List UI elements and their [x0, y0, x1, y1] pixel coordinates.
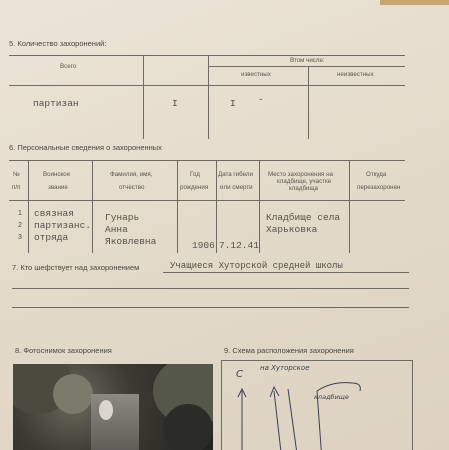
- row-number: 3: [18, 234, 22, 241]
- section8-title: 8. Фотоснимок захоронения: [15, 346, 112, 355]
- section6-birth-year: 1906: [192, 240, 215, 251]
- section6-hdr-name-2: отчество: [119, 184, 145, 191]
- section5-top-rule: [9, 55, 405, 56]
- paper-edge-strip: [380, 0, 449, 5]
- cemetery-boundary: [317, 383, 360, 391]
- section6-hdr-death-1: Дата гибели: [218, 171, 253, 178]
- north-arrow: [238, 389, 246, 450]
- section7-value: Учащиеся Хуторской средней школы: [170, 261, 343, 271]
- section6-fullname: [105, 212, 156, 248]
- section5-col-divider-1: [143, 55, 144, 139]
- scheme-drawing: [222, 361, 412, 450]
- section5-col-divider-3: [308, 66, 309, 139]
- section5-col-total: Всего: [60, 63, 77, 70]
- section6-hdr-year-2: рождения: [180, 184, 209, 191]
- section6-hdr-place-2: кладбище, участке: [277, 178, 332, 185]
- name-line: Анна: [105, 224, 128, 235]
- photo-memorial-plaque: [91, 394, 139, 450]
- section6-hdr-from-1: Откуда: [366, 171, 387, 178]
- section6-hdr-from-2: перезахоронен: [357, 184, 401, 191]
- section5-col-known: известных: [241, 71, 271, 78]
- section6-row-numbers: [18, 208, 22, 244]
- section5-row-known: I: [230, 98, 236, 109]
- section6-col-divider-6: [349, 160, 350, 253]
- rank-line: связная: [34, 208, 74, 219]
- section7-label: 7. Кто шефствует над захоронением: [12, 263, 140, 272]
- name-line: Гунарь: [105, 212, 140, 223]
- name-line: Яковлевна: [105, 236, 157, 247]
- section6-hdr-place-3: кладбища: [289, 185, 318, 192]
- section6-col-divider-2: [92, 160, 93, 253]
- burial-photo: [13, 364, 213, 450]
- section7-line-3: [12, 307, 409, 308]
- section6-col-divider-4: [216, 160, 217, 253]
- row-number: 1: [18, 210, 22, 217]
- place-line: Харьковка: [266, 224, 318, 235]
- section5-header-rule: [9, 85, 405, 86]
- rank-line: партизанс.: [34, 220, 92, 231]
- section7-line-2: [12, 288, 409, 289]
- scheme-compass-letter: С: [236, 369, 243, 380]
- rank-line: отряда: [34, 232, 69, 243]
- scheme-cemetery-label: кладбище: [314, 393, 349, 401]
- section6-col-divider-5: [259, 160, 260, 253]
- section6-top-rule: [9, 160, 405, 161]
- section6-hdr-death-2: или смерти: [220, 184, 253, 191]
- section5-row-unknown: -: [258, 94, 264, 105]
- section5-col-including: Втом числе:: [290, 57, 325, 64]
- section5-col-unknown: неизвестных: [337, 71, 374, 78]
- section6-rank: [34, 208, 91, 244]
- section6-col-divider-3: [177, 160, 178, 253]
- section5-subheader-rule: [208, 66, 405, 67]
- section5-col-divider-2: [208, 55, 209, 139]
- section6-col-divider-1: [28, 160, 29, 253]
- section6-hdr-num-1: №: [13, 171, 20, 178]
- section5-row-label: партизан: [33, 98, 79, 109]
- section6-hdr-place-1: Место захоронения на: [268, 171, 333, 178]
- section6-place: [266, 212, 340, 236]
- row-number: 2: [18, 222, 22, 229]
- section9-title: 9. Схема расположения захоронения: [224, 346, 354, 355]
- section6-title: 6. Персональные сведения о захороненных: [9, 143, 162, 152]
- section6-hdr-year-1: Год: [190, 171, 200, 178]
- location-scheme: [221, 360, 413, 450]
- place-line: Кладбище села: [266, 212, 341, 223]
- section7-line-1: [163, 272, 409, 273]
- section6-hdr-name-1: Фамилия, имя,: [110, 171, 153, 178]
- section6-death-date: 7.12.41: [219, 240, 259, 251]
- section6-hdr-num-2: п/п: [12, 184, 21, 191]
- section5-row-total: I: [172, 98, 178, 109]
- section6-header-rule: [9, 200, 405, 201]
- scheme-road-label: на Хуторское: [260, 364, 310, 372]
- photo-portrait-oval: [99, 400, 113, 420]
- section5-title: 5. Количество захоронений:: [9, 39, 107, 48]
- section6-hdr-rank-1: Воинское: [43, 171, 71, 178]
- photo-foliage: [163, 404, 213, 450]
- road-to-village: [270, 387, 298, 450]
- section6-hdr-rank-2: звание: [48, 184, 68, 191]
- photo-foliage: [53, 374, 93, 414]
